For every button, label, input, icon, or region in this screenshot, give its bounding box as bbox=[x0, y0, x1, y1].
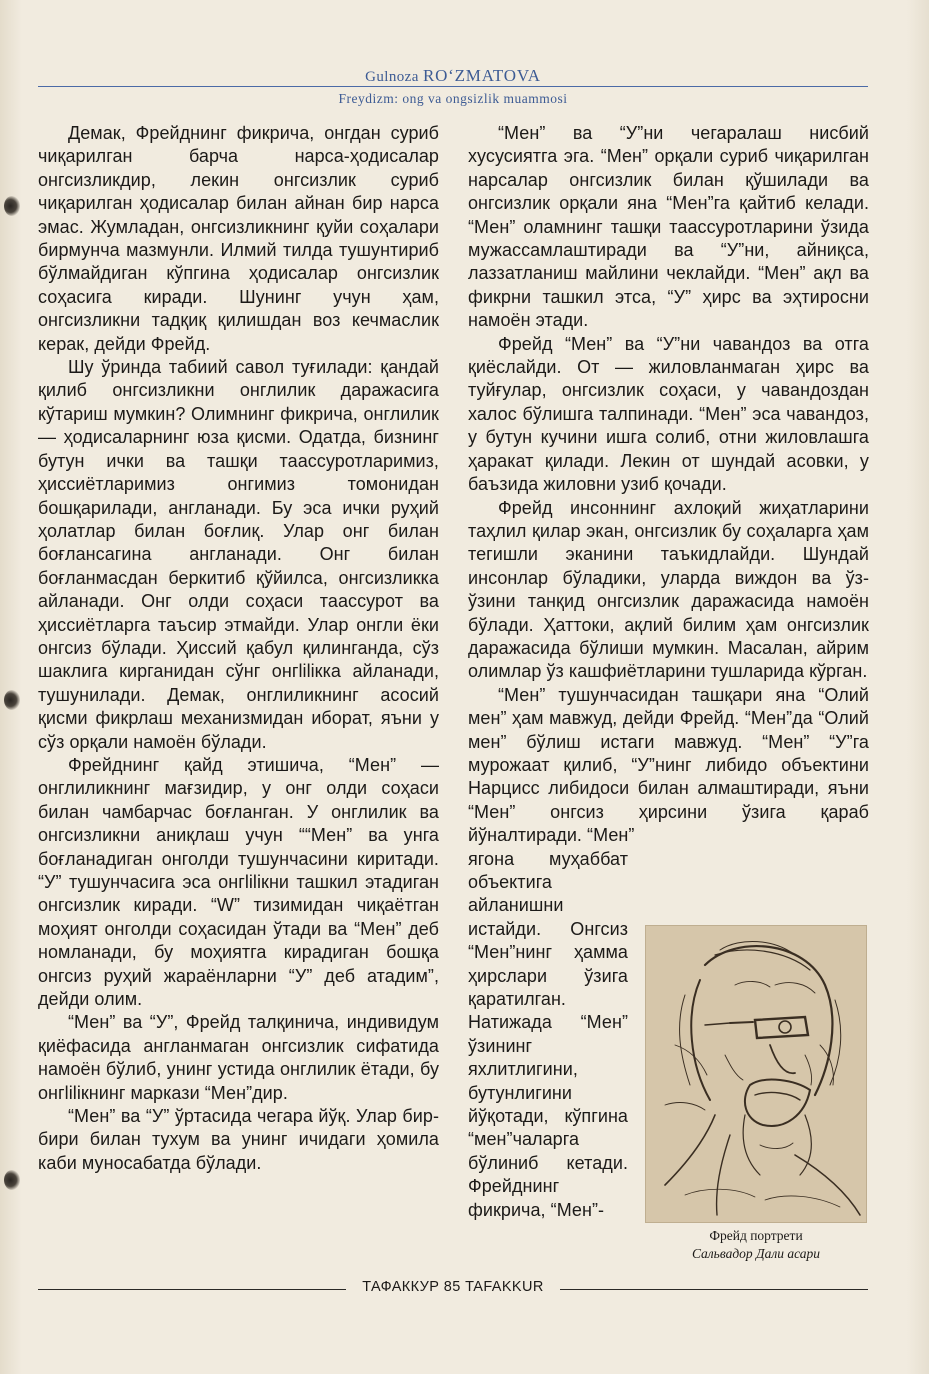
paragraph: Шу ўринда табиий савол туғилади: қандай қилиб онгсизликни онглилик даражасига кўтариш мумкин? Олимнинг фикрича, онглилик — ҳодисаларнинг юза қисми. Одатда, бизнинг бутун ички ва ташқи таассуротларимиз, ҳиссиётларимиз онгимиз томонидан бошқарилади, англанади. Бу эса ички руҳий ҳолатлар билан боғлиқ. Улар онг билан боғлансагина англанади. Онг билан боғланмасдан беркитиб қўйилса, онгсизликка айланади. Онг олди соҳаси таассурот ва ҳиссиётларга таъсир этмайди. Улар онгли ёки онгсиз бўлади. Ҳиссий қабул қилинганда, сўз шаклига кирганидан сўнг онгliliкка айланади, тушунилади. Демак, онглиликнинг асосий қисми фикрлаш механизмидан иборат, яъни у сўз орқали намоён бўлади. bbox=[38, 357, 439, 752]
header-subtitle: Freydizm: ong va ongsizlik muammosi bbox=[338, 91, 568, 106]
caption-title: Фрейд портрети bbox=[709, 1228, 803, 1243]
header-author bbox=[38, 66, 868, 86]
header-rule bbox=[38, 86, 868, 87]
paragraph: “Мен” ва “У”ни чегаралаш нисбий хусусиятга эга. “Мен” орқали суриб чиқарилган нарсалар онгсизлик билан қўшилади ва онгсизлик орқали яна “Мен”га қайтиб келади. “Мен” оламнинг ташқи таассуротларини ўзида мужассамлаштиради ва “У”ни, айниқса, лаззатланиш майлини чеклайди. “Мен” ақл ва фикрни ташкил этса, “У” ҳирс ва эҳтиросни намоён этади. bbox=[468, 123, 869, 331]
footer-rule-right bbox=[560, 1289, 868, 1290]
punch-hole-mark bbox=[4, 196, 20, 216]
figure bbox=[645, 925, 867, 1263]
author-first-name: Gulnoza bbox=[365, 69, 419, 85]
punch-hole-mark bbox=[4, 1170, 20, 1190]
punch-hole-mark bbox=[4, 690, 20, 710]
figure-caption bbox=[645, 1227, 867, 1263]
footer-page-label: ТАФАККУР 85 TAFAKKUR bbox=[362, 1279, 544, 1295]
paragraph: Демак, Фрейднинг фикрича, онгдан суриб чиқарилган барча нарса-ҳодисалар онгсизликдир, лекин онгсизлик суриб чиқарилган ҳодисалар билан айнан бир нарса эмас. Жумладан, онгсизликнинг қуйи соҳалари бирмунча мазмунли. Илмий тилда тушунтириб бўлмайдиган кўпгина ҳодисалар онгсизлик соҳасига киради. Шунинг учун ҳам, онгсизликни тадқиқ қилишдан воз кечмаслик керак, дейди Фрейд. bbox=[38, 123, 439, 354]
freud-portrait-image bbox=[645, 925, 867, 1223]
wrap-around-text bbox=[468, 848, 628, 1223]
paragraph: “Мен” ва “У” ўртасида чегара йўқ. Улар бир-бири билан тухум ва унинг ичидаги ҳомила каби муносабатда бўлади. bbox=[38, 1106, 439, 1173]
paragraph: Фрейд инсоннинг ахлоқий жиҳатларини таҳлил қилар экан, онгсизлик бу соҳаларга ҳам тегишли эканини таъкидлайди. Шундай инсонлар бўладики, уларда виждон ва ўз-ўзини танқид онгсизлик даражасида намоён бўлади. Ҳаттоки, ақлий билим ҳам онгсизлик даражасида бўлиши мумкин. Масалан, айрим олимлар ўз кашфиётларини тушларида кўрган. bbox=[468, 497, 869, 682]
paragraph: Фрейднинг қайд этишича, “Мен” — онглиликнинг мағзидир, у онг олди соҳаси билан чамбарчас боғланган. У онглилик ва онгсизликни аниқлаш учун ““Мен” ва унга боғланадиган онголди тушунчасини киритади. “У” тушунчасига эса онгliliкни ташкил этадиган онгсизлик киради. “W” тизимидан чиқаётган моҳият онголди соҳасидан ўтади ва “Мен” деб номланади, бу моҳиятга кирадиган бошқа онгсиз руҳий жараёнларни “У” деб атадим”, дейди олим. bbox=[38, 754, 439, 1010]
paragraph-continuation: ягона муҳаббат объектига айланишни истайди. Онгсиз “Мен”нинг ҳамма ҳирслари ўзига қаратилган. Натижада “Мен” ўзининг яхлитлигини, бутунлигини йўқотади, кўпгина “мен”чаларга бўлиниб кетади. Фрейднинг фикрича, “Мен”- bbox=[468, 848, 628, 1220]
paragraph: “Мен” тушунчасидан ташқари яна “Олий мен” ҳам мавжуд, дейди Фрейд. “Мен”да “Олий мен” бўлиш истаги мавжуд. “Мен” “У”га мурожаат қилиб, “У”нинг либидо объектини Нарцисс либидоси билан алмаштиради, яъни “Мен” онгсиз ҳирсини ўзига қараб йўналтиради. “Мен” bbox=[468, 684, 869, 846]
caption-credit: Сальвадор Дали асари bbox=[691, 1246, 821, 1261]
paragraph: Фрейд “Мен” ва “У”ни чавандоз ва отга қиёслайди. От — жиловланмаган ҳирс ва туйғулар, онгсизлик соҳаси, у чавандоздан халос бўлишга талпинади. “Мен” эса чавандоз, у бутун кучини ишга солиб, отни жиловлашга ҳаракат қилади. Лекин от шундай асовки, у баъзида жиловни узиб қочади. bbox=[468, 333, 869, 495]
page-footer bbox=[38, 1279, 868, 1299]
footer-rule-left bbox=[38, 1289, 346, 1290]
left-column bbox=[38, 122, 439, 1175]
paragraph: “Мен” ва “У”, Фрейд талқинича, индивидум қиёфасида англанмаган онгсизлик сифатида намоён бўлиб, унинг устида онглилик ётади, бу онгliliкнинг маркази “Мен”дир. bbox=[38, 1012, 439, 1103]
author-last-name: RO‘ZMATOVA bbox=[422, 66, 541, 85]
